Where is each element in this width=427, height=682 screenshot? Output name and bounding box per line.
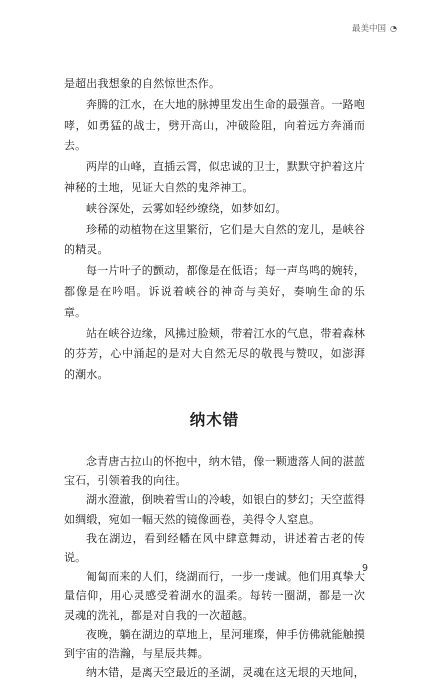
- paragraph: 每一片叶子的颤动，都像是在低语；每一声鸟鸣的婉转，都像是在吟唱。诉说着峡谷的神奇与美好，奏响生命的乐章。: [64, 264, 365, 319]
- paragraph: 峡谷深处，云雾如轻纱缭绕，如梦如幻。: [86, 201, 287, 215]
- paragraph: 两岸的山峰，直插云霄，似忠诚的卫士，默默守护着这片神秘的土地，见证大自然的鬼斧神工。: [64, 160, 365, 194]
- paragraph: 念青唐古拉山的怀抱中，纳木错，像一颗遗落人间的湛蓝宝石，引领着我的向往。: [64, 454, 365, 488]
- paragraph: 纳木错，是离天空最近的圣湖，灵魂在这无垠的天地间，: [86, 666, 365, 680]
- paragraph: 夜晚，躺在湖边的草地上，星河璀璨，伸手仿佛就能触摸到宇宙的浩瀚，与星辰共舞。: [64, 627, 365, 660]
- running-title: 最美中国: [352, 24, 387, 34]
- running-header: [352, 22, 397, 34]
- header-ornament-icon: ◔: [390, 23, 397, 33]
- paragraph: 我在湖边，看到经幡在风中肆意舞动，讲述着古老的传说。: [64, 531, 365, 564]
- paragraph: 湖水澄澈，倒映着雪山的冷峻，如银白的梦幻；天空蓝得如绸缎，宛如一幅天然的镜像画卷，美得令人窒息。: [64, 493, 365, 526]
- section-title: 纳木错: [189, 409, 240, 429]
- paragraph: 站在峡谷边缘，风拂过脸颊，带着江水的气息，带着森林的芬芳，心中涌起的是对大自然无尽的敬畏与赞叹，如澎湃的潮水。: [64, 326, 365, 382]
- paragraph: 奔腾的江水，在大地的脉搏里发出生命的最强音。一路咆哮，如勇猛的战士，劈开高山，冲破险阻，向着远方奔涌而去。: [64, 97, 365, 153]
- paragraph: 是超出我想象的自然惊世杰作。: [64, 77, 221, 90]
- page-body: [64, 74, 365, 682]
- page-number: 9: [362, 563, 369, 574]
- paragraph: 匍匐而来的人们，绕湖而行，一步一虔诚。他们用真挚大量信仰，用心灵感受着湖水的温柔。每转一圈湖，都是一次灵魂的洗礼，都是对自我的一次超越。: [64, 570, 365, 622]
- paragraph: 珍稀的动植物在这里繁衍，它们是大自然的宠儿，是峡谷的精灵。: [64, 222, 365, 257]
